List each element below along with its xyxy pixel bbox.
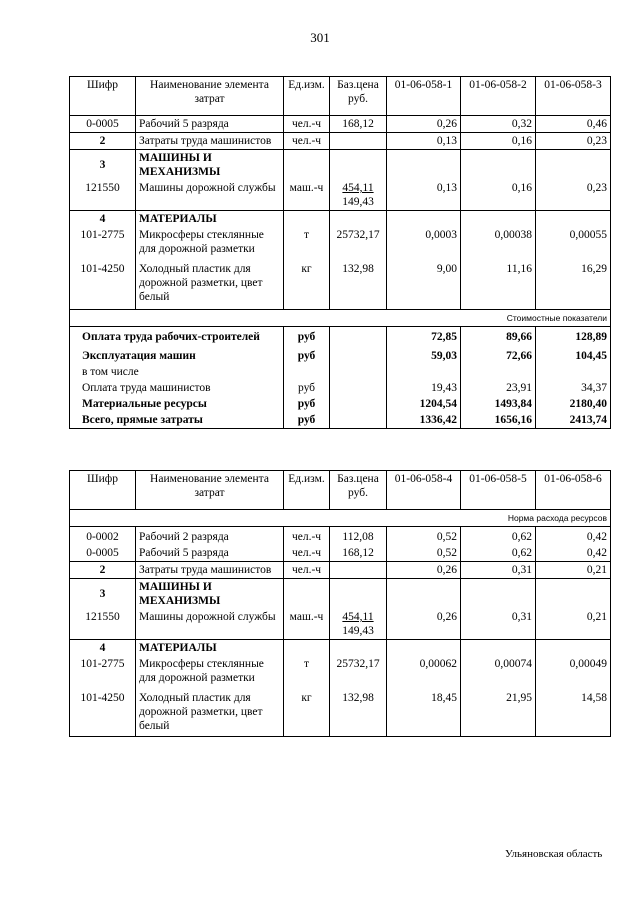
price-primary: 454,11: [342, 182, 374, 194]
table-header: [70, 471, 611, 510]
cost-caption-row: [70, 310, 611, 327]
header-name: Наименование элемента затрат: [136, 77, 284, 116]
cost-value: 59,03: [387, 345, 461, 364]
footer-region: Ульяновская область: [505, 848, 603, 860]
name-cell: Микросферы стеклянные для дорожной разметки: [136, 227, 284, 257]
header-code: Шифр: [70, 77, 136, 116]
cost-value: 19,43: [387, 380, 461, 396]
header-unit: Ед.изм.: [284, 471, 330, 510]
code-cell: 101-2775: [70, 227, 136, 257]
header-column-5: 01-06-058-5: [461, 471, 536, 510]
cost-row: [70, 396, 611, 412]
name-cell: Холодный пластик для дорожной разметки, цвет белый: [136, 686, 284, 737]
section-title: МАТЕРИАЛЫ: [136, 640, 284, 657]
code-cell: 3: [70, 150, 136, 181]
name-cell: Машины дорожной службы: [136, 609, 284, 640]
price-cell: [330, 133, 387, 150]
cost-value: 23,91: [461, 380, 536, 396]
cost-name: Оплата труда рабочих-строителей: [70, 327, 284, 346]
header-unit: Ед.изм.: [284, 77, 330, 116]
price-cell: [330, 609, 387, 640]
cost-value: 1493,84: [461, 396, 536, 412]
page-number: 301: [310, 30, 330, 45]
value-cell: 0,52: [387, 545, 461, 562]
cost-row: [70, 327, 611, 346]
cost-value: 72,66: [461, 345, 536, 364]
value-cell: 0,00038: [461, 227, 536, 257]
cost-name: Всего, прямые затраты: [70, 412, 284, 429]
cost-name: Эксплуатация машин: [70, 345, 284, 364]
cost-value: 1336,42: [387, 412, 461, 429]
price-cell: 112,08: [330, 527, 387, 546]
table-row: [70, 257, 611, 305]
unit-cell: маш.-ч: [284, 609, 330, 640]
price-primary: 454,11: [342, 611, 374, 623]
table-row: [70, 133, 611, 150]
value-cell: 9,00: [387, 257, 461, 305]
cost-name: Материальные ресурсы: [70, 396, 284, 412]
value-cell: 0,13: [387, 180, 461, 211]
code-cell: 4: [70, 211, 136, 228]
section-title: МАШИНЫ И МЕХАНИЗМЫ: [136, 150, 284, 181]
header-code: Шифр: [70, 471, 136, 510]
section-title: МАТЕРИАЛЫ: [136, 211, 284, 228]
code-cell: 101-2775: [70, 656, 136, 686]
norm-caption-row: [70, 510, 611, 527]
value-cell: 0,16: [461, 180, 536, 211]
cost-unit: руб: [284, 345, 330, 364]
section-row: [70, 579, 611, 610]
name-cell: Рабочий 5 разряда: [136, 116, 284, 133]
value-cell: 0,26: [387, 116, 461, 133]
table-row: [70, 609, 611, 640]
value-cell: 0,23: [536, 180, 611, 211]
cost-value: 34,37: [536, 380, 611, 396]
table-row: [70, 180, 611, 211]
table-row: [70, 116, 611, 133]
section-title: МАШИНЫ И МЕХАНИЗМЫ: [136, 579, 284, 610]
value-cell: 21,95: [461, 686, 536, 737]
name-cell: Рабочий 5 разряда: [136, 545, 284, 562]
unit-cell: кг: [284, 686, 330, 737]
price-cell: [330, 180, 387, 211]
unit-cell: чел.-ч: [284, 562, 330, 579]
value-cell: 0,42: [536, 545, 611, 562]
price-secondary: 149,43: [342, 196, 374, 208]
code-cell: 101-4250: [70, 257, 136, 305]
section-row: [70, 640, 611, 657]
table-row: [70, 545, 611, 562]
cost-unit: руб: [284, 327, 330, 346]
value-cell: 0,00049: [536, 656, 611, 686]
unit-cell: т: [284, 227, 330, 257]
code-cell: 121550: [70, 180, 136, 211]
value-cell: 14,58: [536, 686, 611, 737]
price-secondary: 149,43: [342, 625, 374, 637]
code-cell: 101-4250: [70, 686, 136, 737]
section-row: [70, 211, 611, 228]
price-cell: [330, 562, 387, 579]
cost-value: 89,66: [461, 327, 536, 346]
unit-cell: кг: [284, 257, 330, 305]
value-cell: 0,00055: [536, 227, 611, 257]
unit-cell: чел.-ч: [284, 527, 330, 546]
value-cell: 0,00062: [387, 656, 461, 686]
code-cell: 3: [70, 579, 136, 610]
cost-row: [70, 380, 611, 396]
value-cell: 0,21: [536, 562, 611, 579]
value-cell: 0,16: [461, 133, 536, 150]
cost-row-total: [70, 412, 611, 429]
name-cell: Рабочий 2 разряда: [136, 527, 284, 546]
value-cell: 0,31: [461, 609, 536, 640]
table-row: [70, 686, 611, 737]
value-cell: 0,32: [461, 116, 536, 133]
value-cell: 0,00074: [461, 656, 536, 686]
cost-name: Оплата труда машинистов: [70, 380, 284, 396]
price-cell: 25732,17: [330, 227, 387, 257]
value-cell: 0,26: [387, 609, 461, 640]
code-cell: 2: [70, 133, 136, 150]
code-cell: 0-0005: [70, 545, 136, 562]
value-cell: 0,52: [387, 527, 461, 546]
value-cell: 0,46: [536, 116, 611, 133]
code-cell: 4: [70, 640, 136, 657]
value-cell: 0,21: [536, 609, 611, 640]
price-cell: 132,98: [330, 257, 387, 305]
cost-row: [70, 364, 611, 380]
unit-cell: т: [284, 656, 330, 686]
header-column-1: 01-06-058-1: [387, 77, 461, 116]
code-cell: 121550: [70, 609, 136, 640]
cost-value: 2413,74: [536, 412, 611, 429]
price-cell: 168,12: [330, 116, 387, 133]
name-cell: Холодный пластик для дорожной разметки, цвет белый: [136, 257, 284, 305]
value-cell: 0,42: [536, 527, 611, 546]
code-cell: 0-0002: [70, 527, 136, 546]
value-cell: 0,31: [461, 562, 536, 579]
unit-cell: чел.-ч: [284, 545, 330, 562]
price-cell: 132,98: [330, 686, 387, 737]
cost-unit: руб: [284, 396, 330, 412]
header-column-3: 01-06-058-3: [536, 77, 611, 116]
resource-table-2: [69, 470, 611, 737]
resource-table-1: [69, 76, 611, 429]
value-cell: 0,13: [387, 133, 461, 150]
cost-value: 72,85: [387, 327, 461, 346]
cost-row: [70, 345, 611, 364]
header-column-4: 01-06-058-4: [387, 471, 461, 510]
header-price: Баз.цена руб.: [330, 77, 387, 116]
header-price: Баз.цена руб.: [330, 471, 387, 510]
value-cell: 0,26: [387, 562, 461, 579]
section-row: [70, 150, 611, 181]
value-cell: 0,62: [461, 545, 536, 562]
norm-caption: Норма расхода ресурсов: [70, 510, 611, 527]
value-cell: 0,23: [536, 133, 611, 150]
cost-caption: Стоимостные показатели: [70, 310, 611, 327]
name-cell: Микросферы стеклянные для дорожной разметки: [136, 656, 284, 686]
price-cell: 168,12: [330, 545, 387, 562]
price-cell: 25732,17: [330, 656, 387, 686]
name-cell: Затраты труда машинистов: [136, 133, 284, 150]
value-cell: 16,29: [536, 257, 611, 305]
value-cell: 0,0003: [387, 227, 461, 257]
cost-unit: руб: [284, 412, 330, 429]
cost-value: 104,45: [536, 345, 611, 364]
value-cell: 11,16: [461, 257, 536, 305]
unit-cell: чел.-ч: [284, 133, 330, 150]
cost-value: 128,89: [536, 327, 611, 346]
code-cell: 0-0005: [70, 116, 136, 133]
unit-cell: чел.-ч: [284, 116, 330, 133]
value-cell: 0,62: [461, 527, 536, 546]
unit-cell: маш.-ч: [284, 180, 330, 211]
table-row: [70, 656, 611, 686]
name-cell: Затраты труда машинистов: [136, 562, 284, 579]
table-header: [70, 77, 611, 116]
table-row: [70, 562, 611, 579]
cost-name: в том числе: [70, 364, 284, 380]
code-cell: 2: [70, 562, 136, 579]
cost-value: 1204,54: [387, 396, 461, 412]
value-cell: 18,45: [387, 686, 461, 737]
header-name: Наименование элемента затрат: [136, 471, 284, 510]
table-row: [70, 227, 611, 257]
cost-value: 1656,16: [461, 412, 536, 429]
header-column-6: 01-06-058-6: [536, 471, 611, 510]
name-cell: Машины дорожной службы: [136, 180, 284, 211]
cost-value: 2180,40: [536, 396, 611, 412]
header-column-2: 01-06-058-2: [461, 77, 536, 116]
cost-unit: руб: [284, 380, 330, 396]
table-row: [70, 527, 611, 546]
